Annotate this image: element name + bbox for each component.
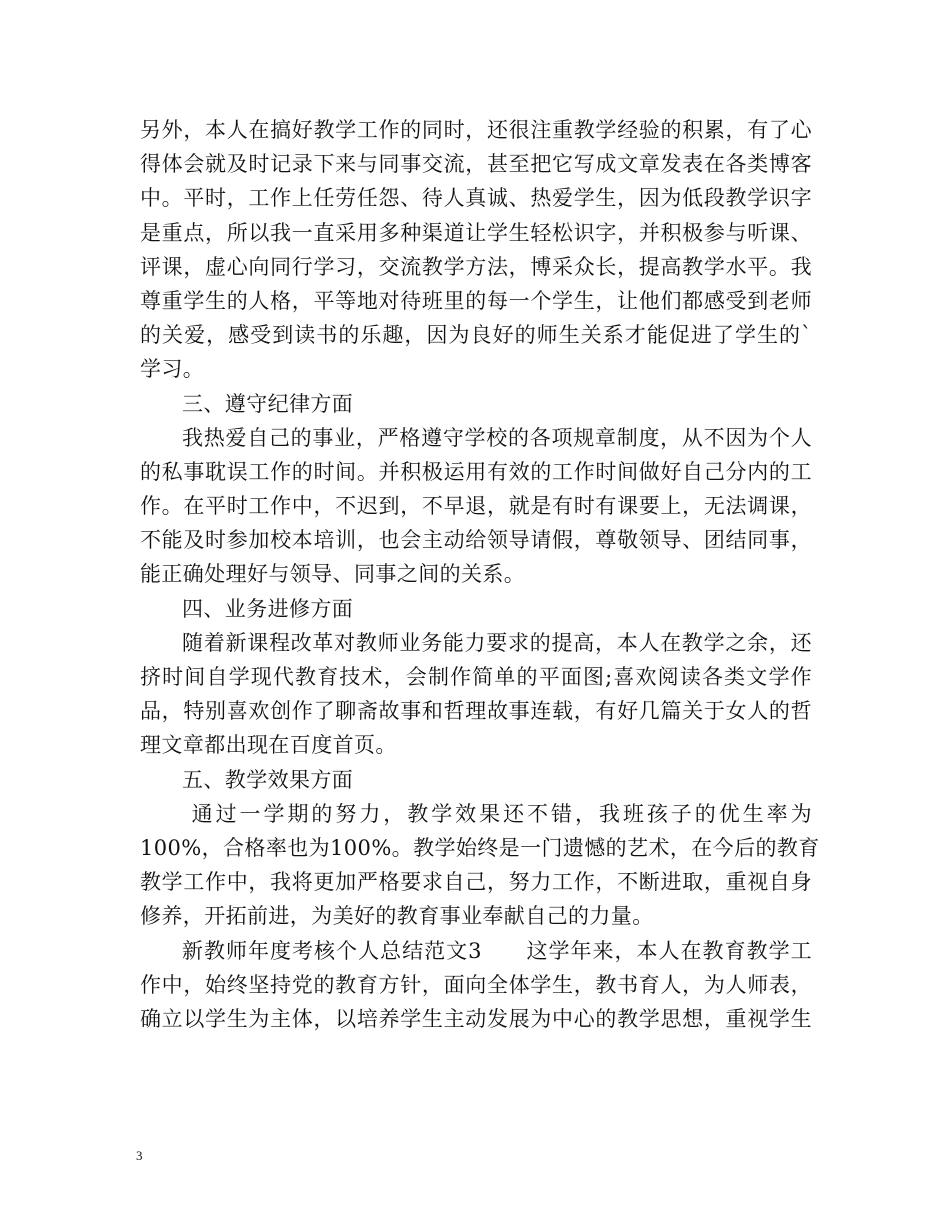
text-line: 挤时间自学现代教育技术，会制作简单的平面图;喜欢阅读各类文学作 bbox=[140, 665, 812, 689]
text-line: 品，特别喜欢创作了聊斋故事和哲理故事连载，有好几篇关于女人的哲 bbox=[140, 699, 812, 724]
text-line: 我热爱自己的事业，严格遵守学校的各项规章制度，从不因为个人 bbox=[182, 425, 812, 450]
text-line: 理文章都出现在百度首页。 bbox=[140, 733, 397, 758]
text-line: 教学工作中，我将更加严格要求自己，努力工作，不断进取，重视自身 bbox=[140, 870, 812, 895]
text-line: 是重点，所以我一直采用多种渠道让学生轻松识字，并积极参与听课、 bbox=[140, 220, 812, 245]
text-line: 得体会就及时记录下来与同事交流，甚至把它写成文章发表在各类博客 bbox=[140, 152, 812, 177]
section-heading: 三、遵守纪律方面 bbox=[182, 391, 354, 416]
text-line: 确立以学生为主体，以培养学生主动发展为中心的教学思想，重视学生 bbox=[140, 1006, 812, 1031]
text-line: 修养，开拓前进，为美好的教育事业奉献自己的力量。 bbox=[140, 904, 654, 929]
text-line: 作。在平时工作中，不迟到，不早退，就是有时有课要上，无法调课， bbox=[140, 494, 812, 519]
text-line: 中。平时，工作上任劳任怨、待人真诚、热爱学生，因为低段教学识字 bbox=[140, 186, 812, 211]
text-line: 另外，本人在搞好教学工作的同时，还很注重教学经验的积累，有了心 bbox=[140, 118, 812, 142]
text-line: 能正确处理好与领导、同事之间的关系。 bbox=[140, 562, 526, 587]
text-line: 学习。 bbox=[140, 357, 205, 382]
text-line: 不能及时参加校本培训，也会主动给领导请假，尊敬领导、团结同事， bbox=[140, 528, 812, 553]
text-line: 的私事耽误工作的时间。并积极运用有效的工作时间做好自己分内的工 bbox=[140, 459, 812, 484]
text-line: 随着新课程改革对教师业务能力要求的提高，本人在教学之余，还 bbox=[182, 630, 812, 655]
text-line: 100%，合格率也为100%。教学始终是一门遗憾的艺术，在今后的教育 bbox=[140, 835, 820, 860]
text-line: 通过一学期的努力，教学效果还不错，我班孩子的优生率为 bbox=[182, 801, 812, 826]
text-line: 评课，虚心向同行学习，交流教学方法，博采众长，提高教学水平。我 bbox=[140, 254, 812, 279]
section-heading: 四、业务进修方面 bbox=[182, 596, 354, 621]
text-line: 尊重学生的人格，平等地对待班里的每一个学生，让他们都感受到老师 bbox=[140, 288, 812, 313]
page-number: 3 bbox=[136, 1148, 143, 1163]
text-line: 新教师年度考核个人总结范文3 这学年来，本人在教育教学工 bbox=[182, 938, 812, 963]
section-heading: 五、教学效果方面 bbox=[182, 767, 354, 792]
text-line: 作中，始终坚持党的教育方针，面向全体学生，教书育人，为人师表， bbox=[140, 972, 812, 997]
body-text bbox=[140, 113, 820, 1036]
text-line: 的关爱，感受到读书的乐趣，因为良好的师生关系才能促进了学生的` bbox=[140, 323, 812, 348]
